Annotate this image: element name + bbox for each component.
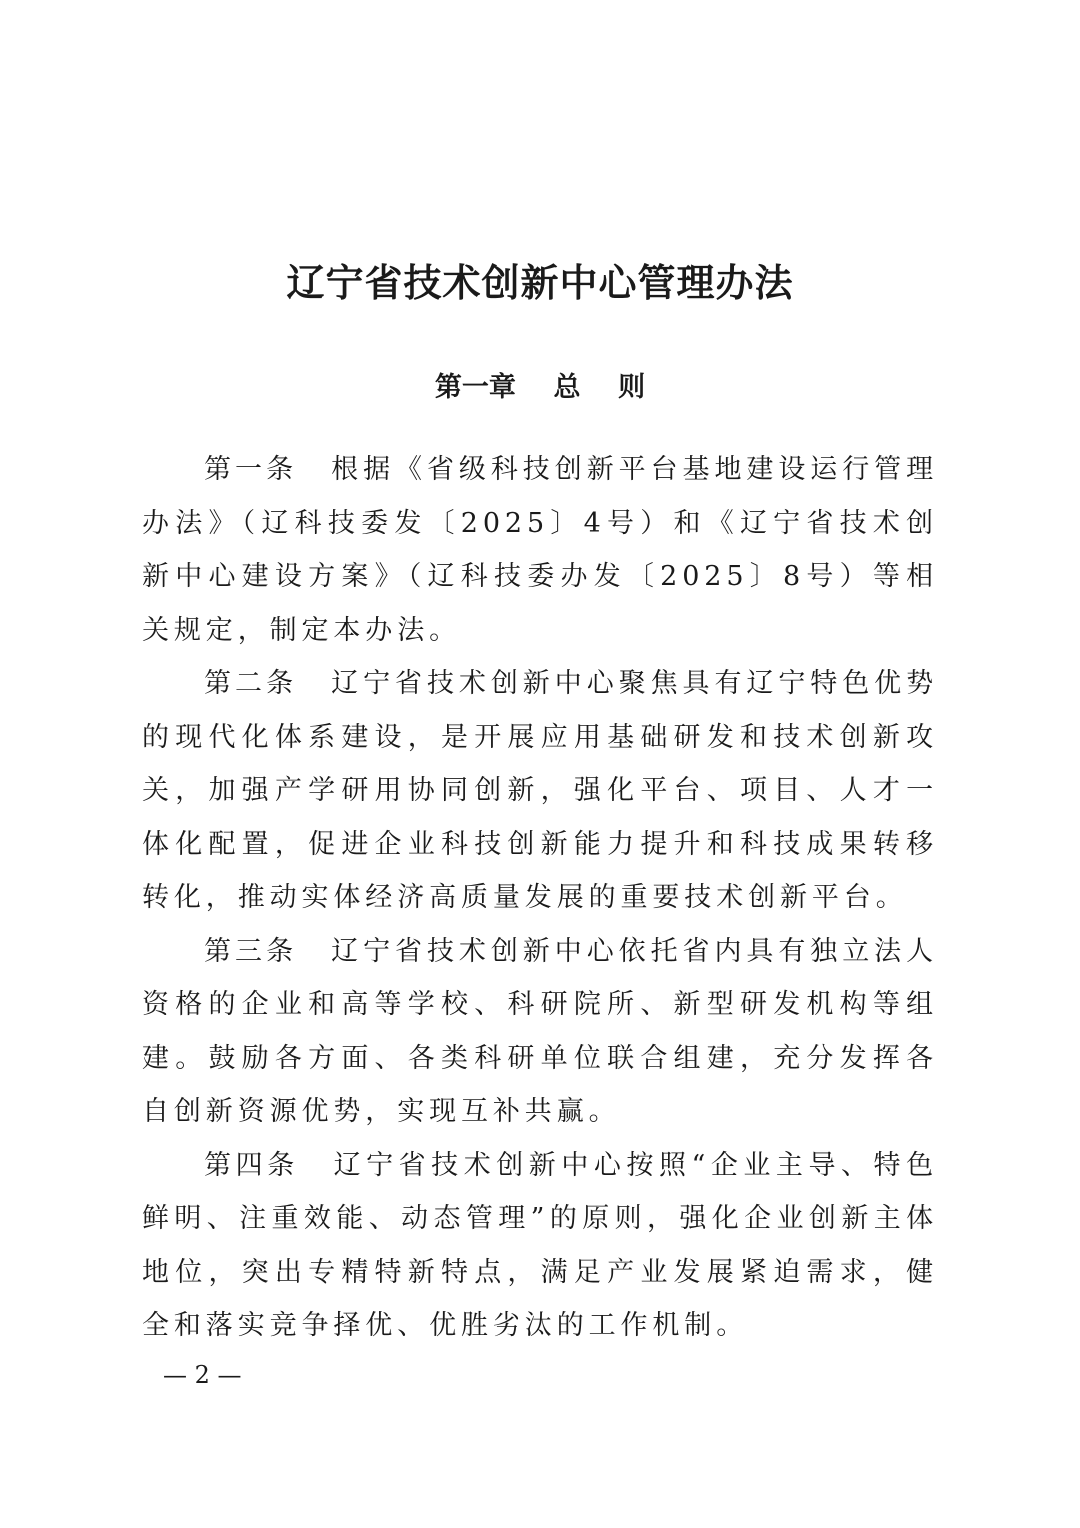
article-1-label: 第一条 <box>204 454 298 485</box>
article-4-label: 第四条 <box>204 1149 299 1181</box>
document-body <box>142 443 938 1353</box>
article-4-text: 辽宁省技术创新中心按照“企业主导、特色鲜明、注重效能、动态管理”的原则，强化企业创新主体地位，突出专精特新特点，满足产业发展紧迫需求，健全和落实竞争择优、优胜劣汰的工作机制。 <box>142 1149 938 1341</box>
article-3-label: 第三条 <box>204 935 298 967</box>
page-number: — 2 — <box>163 1361 242 1389</box>
article-3-text: 辽宁省技术创新中心依托省内具有独立法人资格的企业和高等学校、科研院所、新型研发机构等组建。鼓励各方面、各类科研单位联合组建，充分发挥各自创新资源优势，实现互补共赢。 <box>142 935 938 1127</box>
chapter-heading: 第一章 总 则 <box>434 372 646 403</box>
document-title: 辽宁省技术创新中心管理办法 <box>286 261 794 305</box>
article-1 <box>142 443 938 657</box>
article-2-label: 第二条 <box>204 668 298 699</box>
article-3 <box>142 925 938 1139</box>
article-4 <box>142 1139 938 1353</box>
article-1-text: 根据《省级科技创新平台基地建设运行管理办法》（辽科技委发〔2025〕4号）和《辽宁省技术创新中心建设方案》（辽科技委办发〔2025〕8号）等相关规定，制定本办法。 <box>142 454 938 646</box>
article-2-text: 辽宁省技术创新中心聚焦具有辽宁特色优势的现代化体系建设，是开展应用基础研发和技术创新攻关，加强产学研用协同创新，强化平台、项目、人才一体化配置，促进企业科技创新能力提升和科技成果转移转化，推动实体经济高质量发展的重要技术创新平台。 <box>142 668 938 913</box>
article-2 <box>142 657 938 925</box>
